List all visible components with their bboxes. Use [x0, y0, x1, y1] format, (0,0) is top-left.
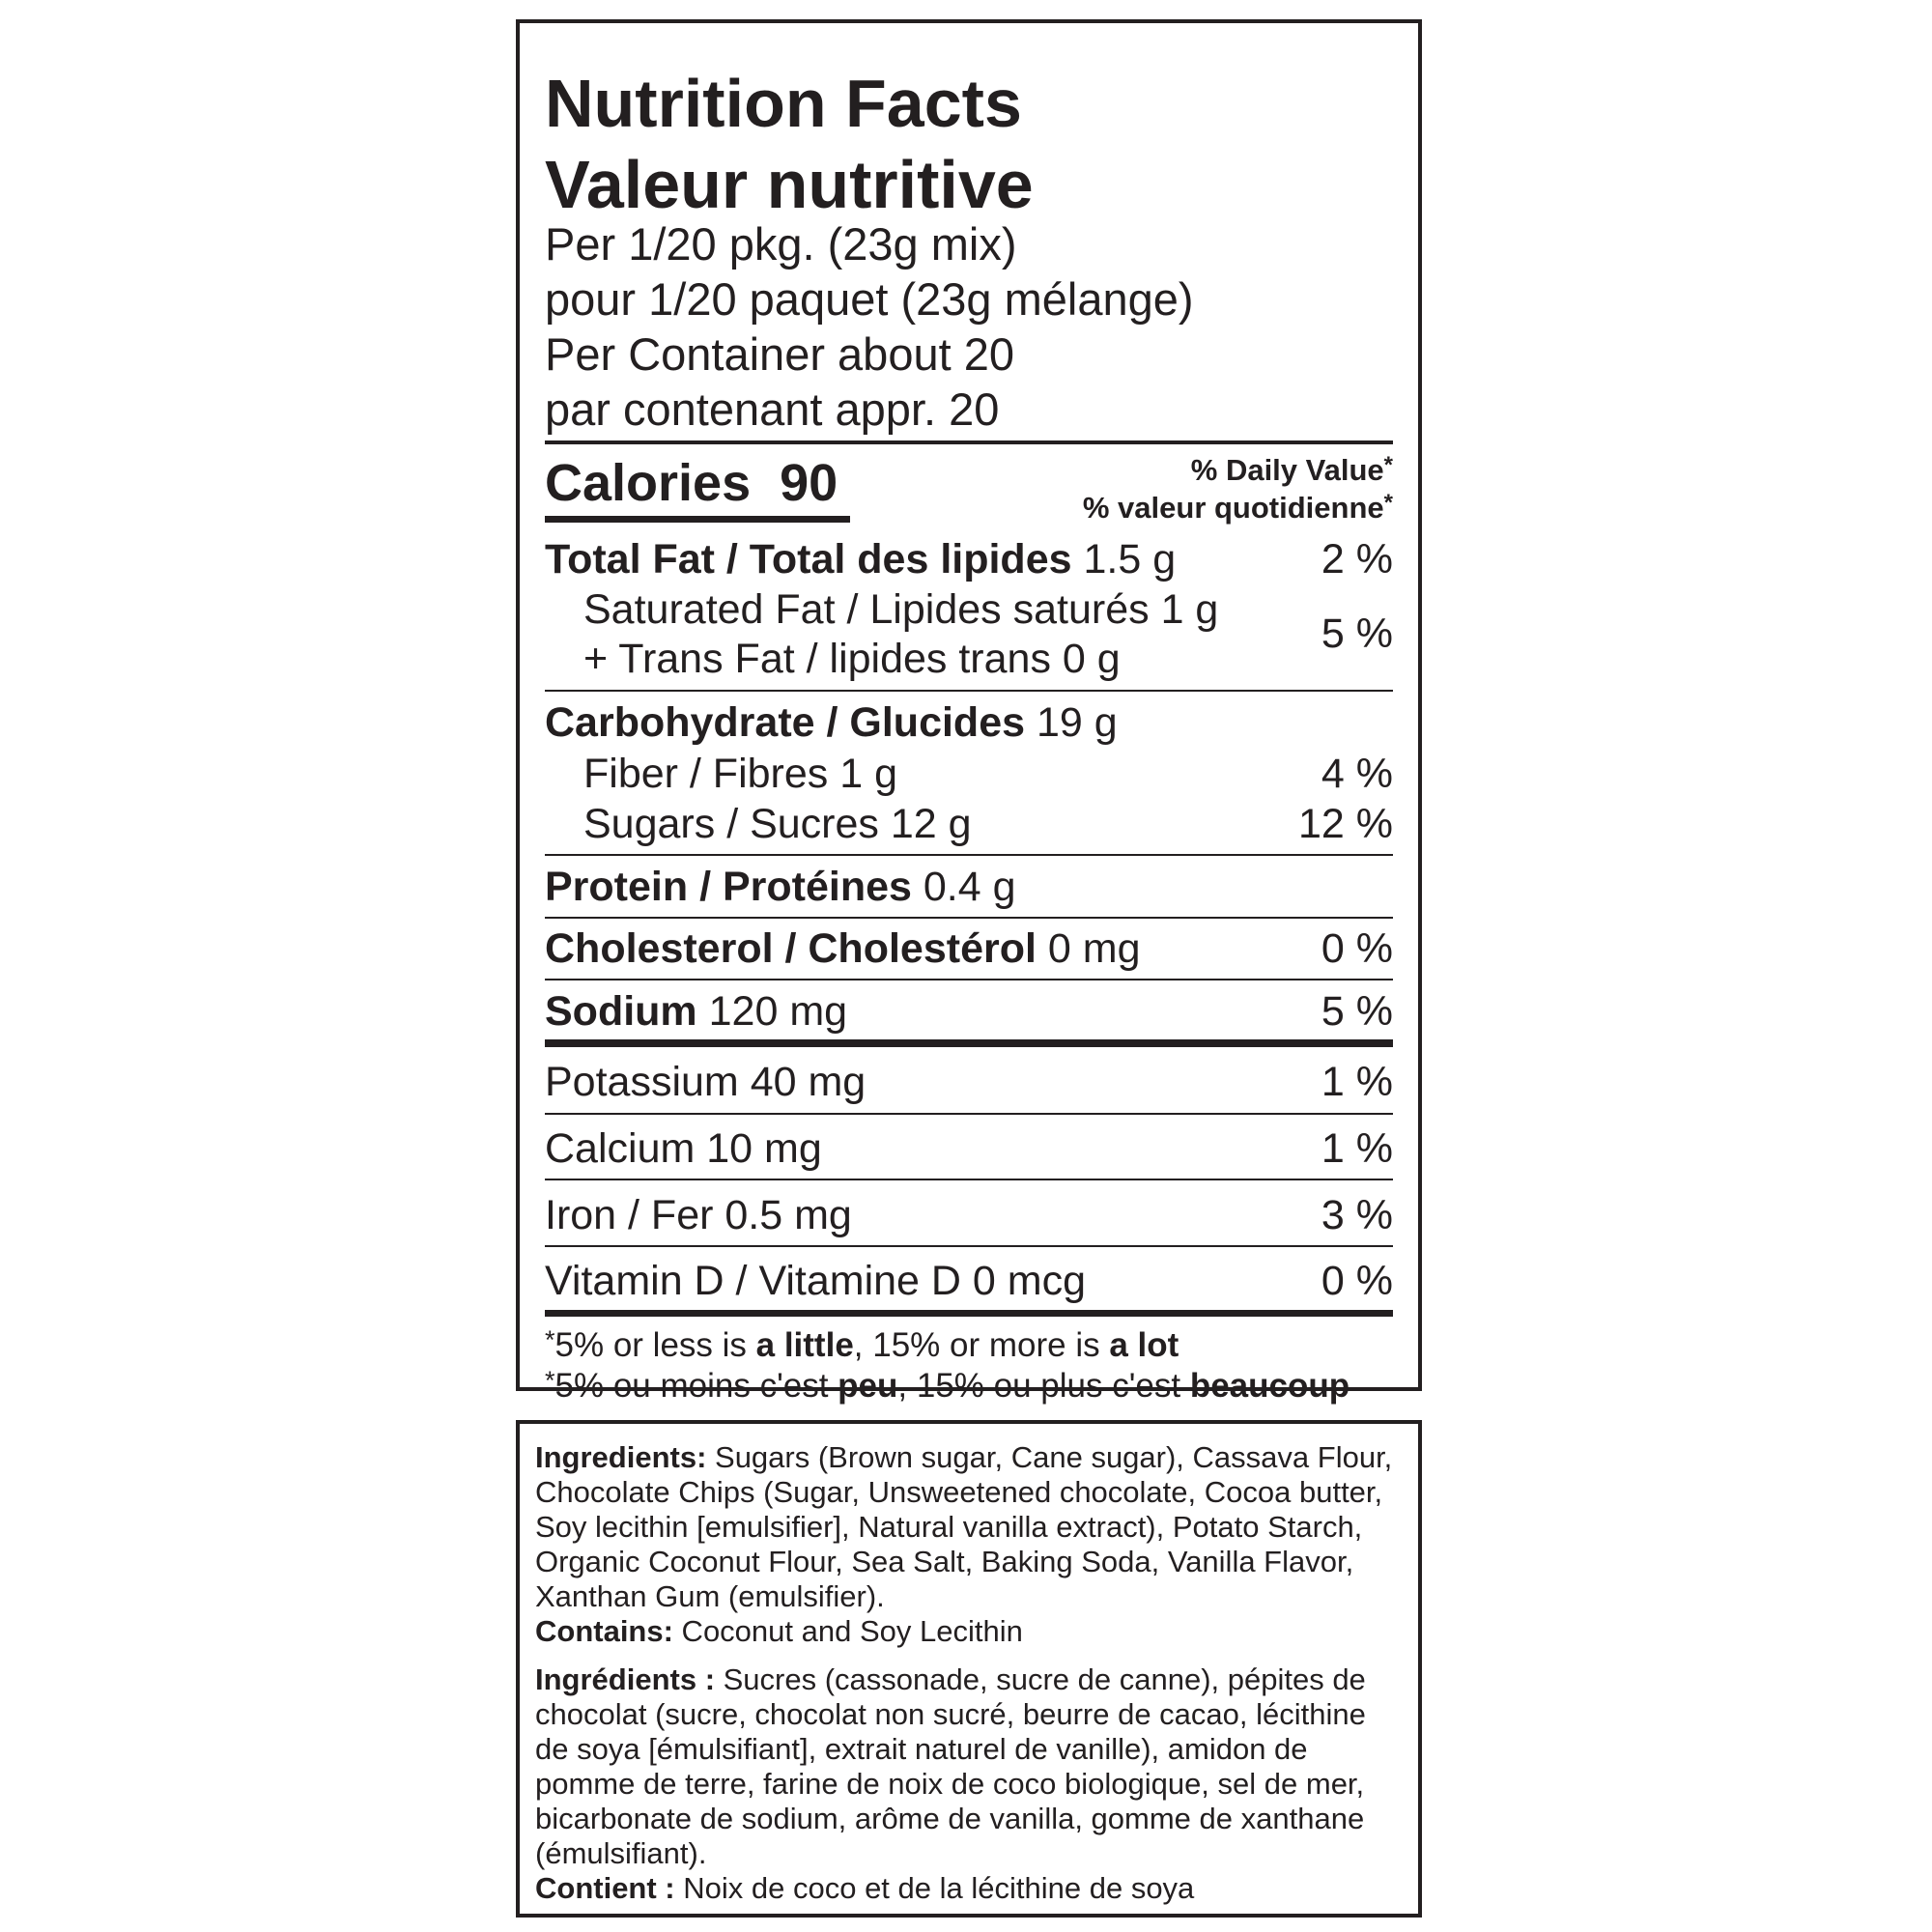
ingredients-text-english: Sugars (Brown sugar, Cane sugar), Cassava Flour, Chocolate Chips (Sugar, Unsweetened chocolate, Cocoa butter, Soy lecithin [emulsifier], Natural vanilla extract), Potato Starch, Organic Coconut Flour, Sea Salt, Baking Soda, Vanilla Flavor, Xanthan Gum (emulsifier). — [535, 1440, 1393, 1613]
daily-value-heading — [1083, 451, 1393, 527]
daily-value-percent: 1 % — [1321, 1059, 1393, 1105]
nutrition-facts-table — [516, 19, 1422, 1405]
nutrient-amount: 1.5 g — [1083, 536, 1177, 582]
footnote-asterisk: * — [545, 1366, 555, 1395]
nutrient-row-fiber — [545, 753, 1393, 795]
daily-value-percent: 1 % — [1321, 1125, 1393, 1172]
calories-line — [545, 454, 838, 512]
nutrient-amount: 10 mg — [706, 1125, 822, 1172]
daily-value-french: % valeur quotidienne — [1082, 491, 1384, 526]
divider — [545, 854, 1393, 856]
nutrient-amount: 12 g — [890, 801, 972, 847]
divider — [545, 917, 1393, 919]
calories-underline — [545, 516, 850, 523]
nutrient-amount: 120 mg — [708, 988, 848, 1035]
footnote-text: 5% ou moins c'est — [554, 1367, 838, 1405]
contains-english — [535, 1614, 1405, 1649]
daily-value-percent: 0 % — [1321, 925, 1393, 972]
nutrient-label: Saturated Fat / Lipides saturés — [583, 586, 1150, 633]
nutrient-label: Calcium — [545, 1125, 696, 1172]
contains-text-french: Noix de coco et de la lécithine de soya — [674, 1871, 1195, 1905]
contains-text-english: Coconut and Soy Lecithin — [672, 1614, 1023, 1648]
daily-value-asterisk: * — [1383, 452, 1393, 478]
nutrient-row-potassium — [545, 1059, 1393, 1105]
daily-value-percent: 5 % — [1321, 988, 1393, 1035]
footnote-emphasis: a lot — [1109, 1326, 1179, 1364]
nutrient-label: Iron / Fer — [545, 1192, 714, 1238]
daily-value-english: % Daily Value — [1190, 453, 1384, 487]
title-french: Valeur nutritive — [545, 147, 1034, 222]
footnote-text: 5% or less is — [554, 1326, 756, 1364]
nutrient-row-iron — [545, 1192, 1393, 1238]
divider — [545, 1179, 1393, 1180]
nutrient-row-saturated-fat — [545, 586, 1393, 633]
daily-value-asterisk: * — [1383, 490, 1393, 517]
footnote-text: , 15% ou plus c'est — [897, 1367, 1190, 1405]
ingredients-text-french: Sucres (cassonade, sucre de canne), pépites de chocolat (sucre, chocolat non sucré, beurre de cacao, lécithine de soya [émulsifiant], extrait naturel de vanille), amidon de pomme de terre, farine de noix de coco biologique, sel de mer, bicarbonate de sodium, arôme de vanilla, gomme de xanthane (émulsifiant). — [535, 1662, 1366, 1870]
nutrient-label: Potassium — [545, 1059, 739, 1105]
calories-value: 90 — [780, 454, 838, 512]
nutrient-label: Protein / Protéines — [545, 864, 912, 910]
nutrient-amount: 0 mg — [1047, 925, 1141, 972]
nutrient-row-sugars — [545, 801, 1393, 847]
daily-value-percent: 12 % — [1297, 801, 1393, 847]
ingredients-label-english: Ingredients: — [535, 1440, 707, 1474]
servings-per-container-english: Per Container about 20 — [545, 328, 1014, 380]
nutrient-row-vitamin-d — [545, 1258, 1393, 1304]
divider — [545, 1245, 1393, 1247]
daily-value-percent: 2 % — [1321, 536, 1393, 582]
nutrient-label: Total Fat / Total des lipides — [545, 536, 1072, 582]
nutrient-label: Fiber / Fibres — [583, 751, 829, 797]
footnote-emphasis: peu — [838, 1367, 898, 1405]
contains-label-french: Contient : — [535, 1871, 675, 1905]
nutrient-row-sodium — [545, 988, 1393, 1035]
ingredients-label-french: Ingrédients : — [535, 1662, 716, 1696]
footnote-french — [545, 1368, 1350, 1403]
thick-divider — [545, 1310, 1393, 1317]
serving-size-english: Per 1/20 pkg. (23g mix) — [545, 218, 1017, 270]
divider — [545, 979, 1393, 980]
nutrient-amount: 0.4 g — [923, 864, 1016, 910]
nutrient-row-total-fat — [545, 536, 1393, 582]
nutrient-amount: 0 mcg — [972, 1258, 1087, 1304]
contains-french — [535, 1871, 1405, 1906]
nutrient-label: Carbohydrate / Glucides — [545, 699, 1026, 746]
daily-value-percent: 3 % — [1321, 1192, 1393, 1238]
title-english: Nutrition Facts — [545, 66, 1022, 141]
footnote-asterisk: * — [545, 1325, 555, 1354]
daily-value-percent: 4 % — [1321, 751, 1393, 797]
daily-value-percent: 5 % — [1321, 611, 1393, 657]
nutrient-amount: 19 g — [1036, 699, 1118, 746]
nutrient-label: Cholesterol / Cholestérol — [545, 925, 1037, 972]
divider — [545, 690, 1393, 692]
footnote-english — [545, 1327, 1179, 1362]
nutrient-label: + Trans Fat / lipides trans — [583, 636, 1051, 682]
footnote-emphasis: a little — [755, 1326, 854, 1364]
nutrient-amount: 0.5 mg — [724, 1192, 852, 1238]
nutrient-row-cholesterol — [545, 925, 1393, 972]
nutrient-row-calcium — [545, 1125, 1393, 1172]
serving-size-french: pour 1/20 paquet (23g mélange) — [545, 273, 1194, 325]
divider — [545, 440, 1393, 444]
nutrient-amount: 1 g — [839, 751, 898, 797]
calories-label: Calories — [545, 454, 752, 512]
servings-per-container-french: par contenant appr. 20 — [545, 384, 1000, 435]
footnote-text: , 15% or more is — [853, 1326, 1110, 1364]
nutrient-label: Sodium — [545, 988, 697, 1035]
nutrient-label: Sugars / Sucres — [583, 801, 879, 847]
divider — [545, 1113, 1393, 1115]
nutrient-amount: 1 g — [1160, 586, 1219, 633]
nutrient-row-trans-fat — [545, 636, 1393, 682]
nutrient-amount: 0 g — [1062, 636, 1121, 682]
ingredients-french — [535, 1662, 1405, 1871]
nutrient-row-protein — [545, 864, 1393, 910]
daily-value-percent: 0 % — [1321, 1258, 1393, 1304]
nutrient-label: Vitamin D / Vitamine D — [545, 1258, 961, 1304]
ingredients-panel — [516, 1420, 1422, 1918]
thick-divider — [545, 1039, 1393, 1047]
nutrient-row-carbohydrate — [545, 699, 1393, 746]
contains-label-english: Contains: — [535, 1614, 673, 1648]
footnote-emphasis: beaucoup — [1189, 1367, 1350, 1405]
nutrient-amount: 40 mg — [750, 1059, 867, 1105]
ingredients-english — [535, 1440, 1405, 1614]
